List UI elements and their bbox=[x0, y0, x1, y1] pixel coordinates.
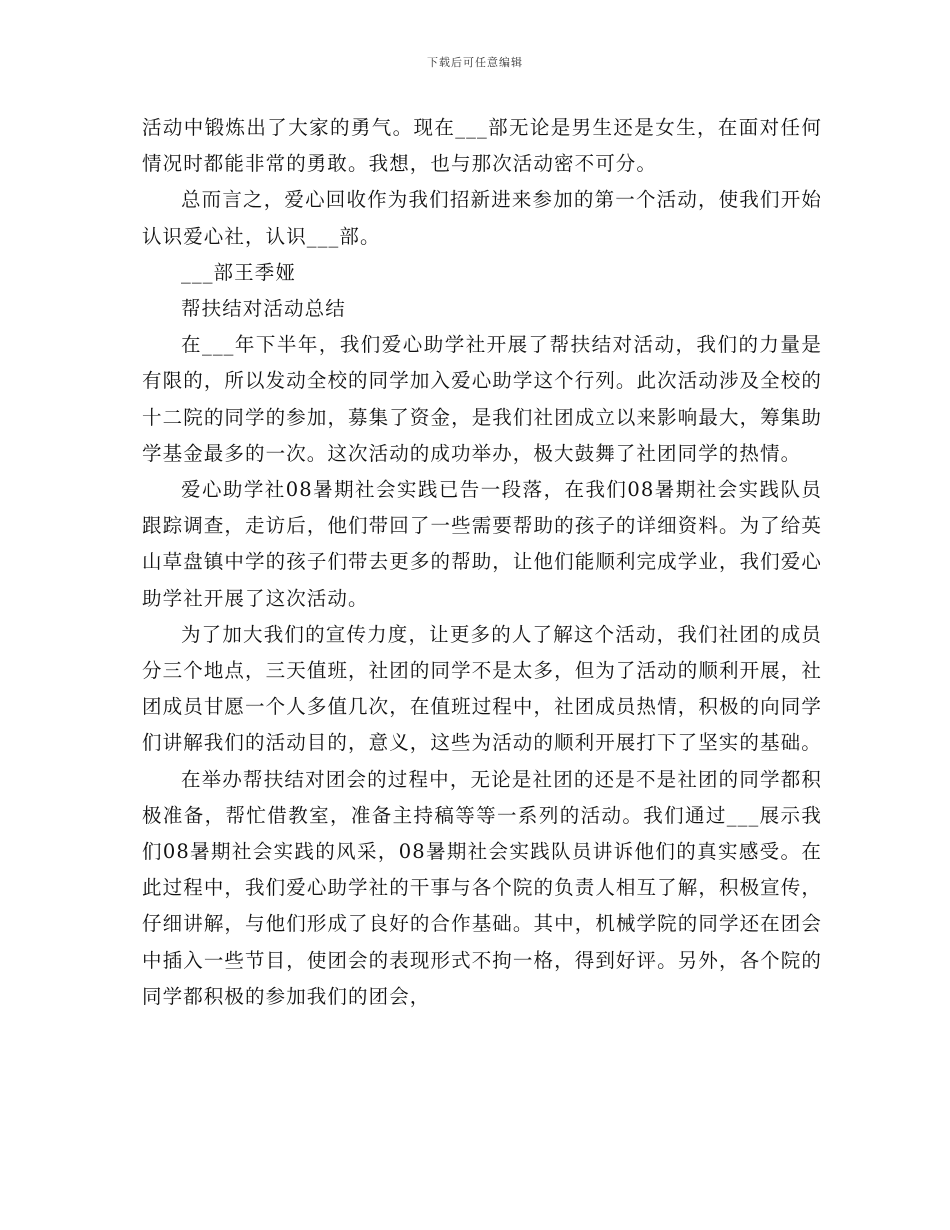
paragraph-signature: ___部王季娅 bbox=[181, 260, 296, 284]
section-title: 帮扶结对活动总结 bbox=[181, 297, 346, 321]
document-body bbox=[142, 110, 822, 1015]
paragraph-5: 为了加大我们的宣传力度，让更多的人了解这个活动，我们社团的成员分三个地点，三天值班，社团的同学不是太多，但为了活动的顺利开展，社团成员甘愿一个人多值几次，在值班过程中，社团成员热情，积极的向同学们讲解我们的活动目的，意义，这些为活动的顺利开展打下了坚实的基础。 bbox=[142, 622, 822, 755]
paragraph-3: 在___年下半年，我们爱心助学社开展了帮扶结对活动，我们的力量是有限的，所以发动全校的同学加入爱心助学这个行列。此次活动涉及全校的十二院的同学的参加，募集了资金，是我们社团成立以来影响最大，筹集助学基金最多的一次。这次活动的成功举办，极大鼓舞了社团同学的热情。 bbox=[142, 333, 822, 465]
paragraph-4: 爱心助学社08暑期社会实践已告一段落，在我们08暑期社会实践队员跟踪调查，走访后，他们带回了一些需要帮助的孩子的详细资料。为了给英山草盘镇中学的孩子们带去更多的帮助，让他们能顺利完成学业，我们爱心助学社开展了这次活动。 bbox=[142, 478, 822, 610]
header-note: 下载后可任意编辑 bbox=[427, 56, 523, 69]
paragraph-1: 活动中锻炼出了大家的勇气。现在___部无论是男生还是女生，在面对任何情况时都能非常的勇敢。我想，也与那次活动密不可分。 bbox=[142, 116, 822, 176]
paragraph-2: 总而言之，爱心回收作为我们招新进来参加的第一个活动，使我们开始认识爱心社，认识___部。 bbox=[142, 188, 822, 248]
paragraph-6: 在举办帮扶结对团会的过程中，无论是社团的还是不是社团的同学都积极准备，帮忙借教室，准备主持稿等等一系列的活动。我们通过___展示我们08暑期社会实践的风采，08暑期社会实践队员讲诉他们的真实感受。在此过程中，我们爱心助学社的干事与各个院的负责人相互了解，积极宣传，仔细讲解，与他们形成了良好的合作基础。其中，机械学院的同学还在团会中插入一些节目，使团会的表现形式不拘一格，得到好评。另外，各个院的同学都积极的参加我们的团会， bbox=[142, 767, 822, 1008]
